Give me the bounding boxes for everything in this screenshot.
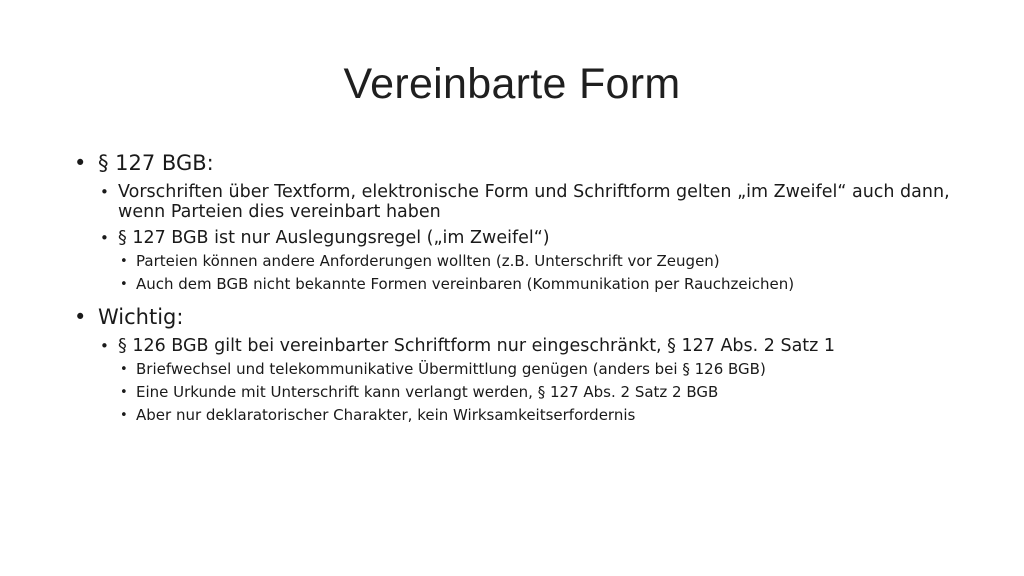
sub-bullet-list xyxy=(98,336,952,425)
sub-sub-bullet-text: Briefwechsel und telekommunikative Übermittlung genügen (anders bei § 126 BGB) xyxy=(136,360,766,378)
bullet-icon: • xyxy=(74,151,87,175)
sub-bullet-item xyxy=(98,336,952,425)
sub-sub-bullet-list xyxy=(118,252,952,294)
sub-sub-bullet-item xyxy=(118,360,952,379)
sub-sub-bullet-text: Auch dem BGB nicht bekannte Formen vereinbaren (Kommunikation per Rauchzeichen) xyxy=(136,275,795,293)
bullet-icon: • xyxy=(120,408,128,423)
bullet-icon: • xyxy=(100,183,109,201)
bullet-text: § 127 BGB: xyxy=(98,151,214,175)
bullet-text: Wichtig: xyxy=(98,305,184,329)
sub-bullet-item xyxy=(98,228,952,294)
sub-sub-bullet-text: Parteien können andere Anforderungen wollten (z.B. Unterschrift vor Zeugen) xyxy=(136,252,720,270)
sub-sub-bullet-text: Eine Urkunde mit Unterschrift kann verlangt werden, § 127 Abs. 2 Satz 2 BGB xyxy=(136,383,719,401)
sub-sub-bullet-list xyxy=(118,360,952,425)
bullet-item xyxy=(72,150,952,294)
sub-bullet-text: § 127 BGB ist nur Auslegungsregel („im Zweifel“) xyxy=(118,228,550,248)
sub-sub-bullet-item xyxy=(118,275,952,294)
bullet-icon: • xyxy=(120,277,128,292)
sub-bullet-item xyxy=(98,182,952,222)
bullet-icon: • xyxy=(100,229,109,247)
bullet-icon: • xyxy=(120,362,128,377)
bullet-item xyxy=(72,304,952,425)
bullet-icon: • xyxy=(100,337,109,355)
sub-bullet-text: Vorschriften über Textform, elektronische Form und Schriftform gelten „im Zweifel“ auch dann, wenn Parteien dies vereinbart haben xyxy=(118,182,950,222)
sub-sub-bullet-text: Aber nur deklaratorischer Charakter, kein Wirksamkeitserfordernis xyxy=(136,406,636,424)
slide-content xyxy=(72,150,952,435)
sub-sub-bullet-item xyxy=(118,383,952,402)
bullet-icon: • xyxy=(120,385,128,400)
sub-bullet-text: § 126 BGB gilt bei vereinbarter Schriftform nur eingeschränkt, § 127 Abs. 2 Satz 1 xyxy=(118,336,836,356)
sub-bullet-list xyxy=(98,182,952,294)
bullet-list xyxy=(72,150,952,425)
sub-sub-bullet-item xyxy=(118,252,952,271)
bullet-icon: • xyxy=(74,305,87,329)
sub-sub-bullet-item xyxy=(118,406,952,425)
bullet-icon: • xyxy=(120,254,128,269)
slide-title: Vereinbarte Form xyxy=(343,60,681,108)
